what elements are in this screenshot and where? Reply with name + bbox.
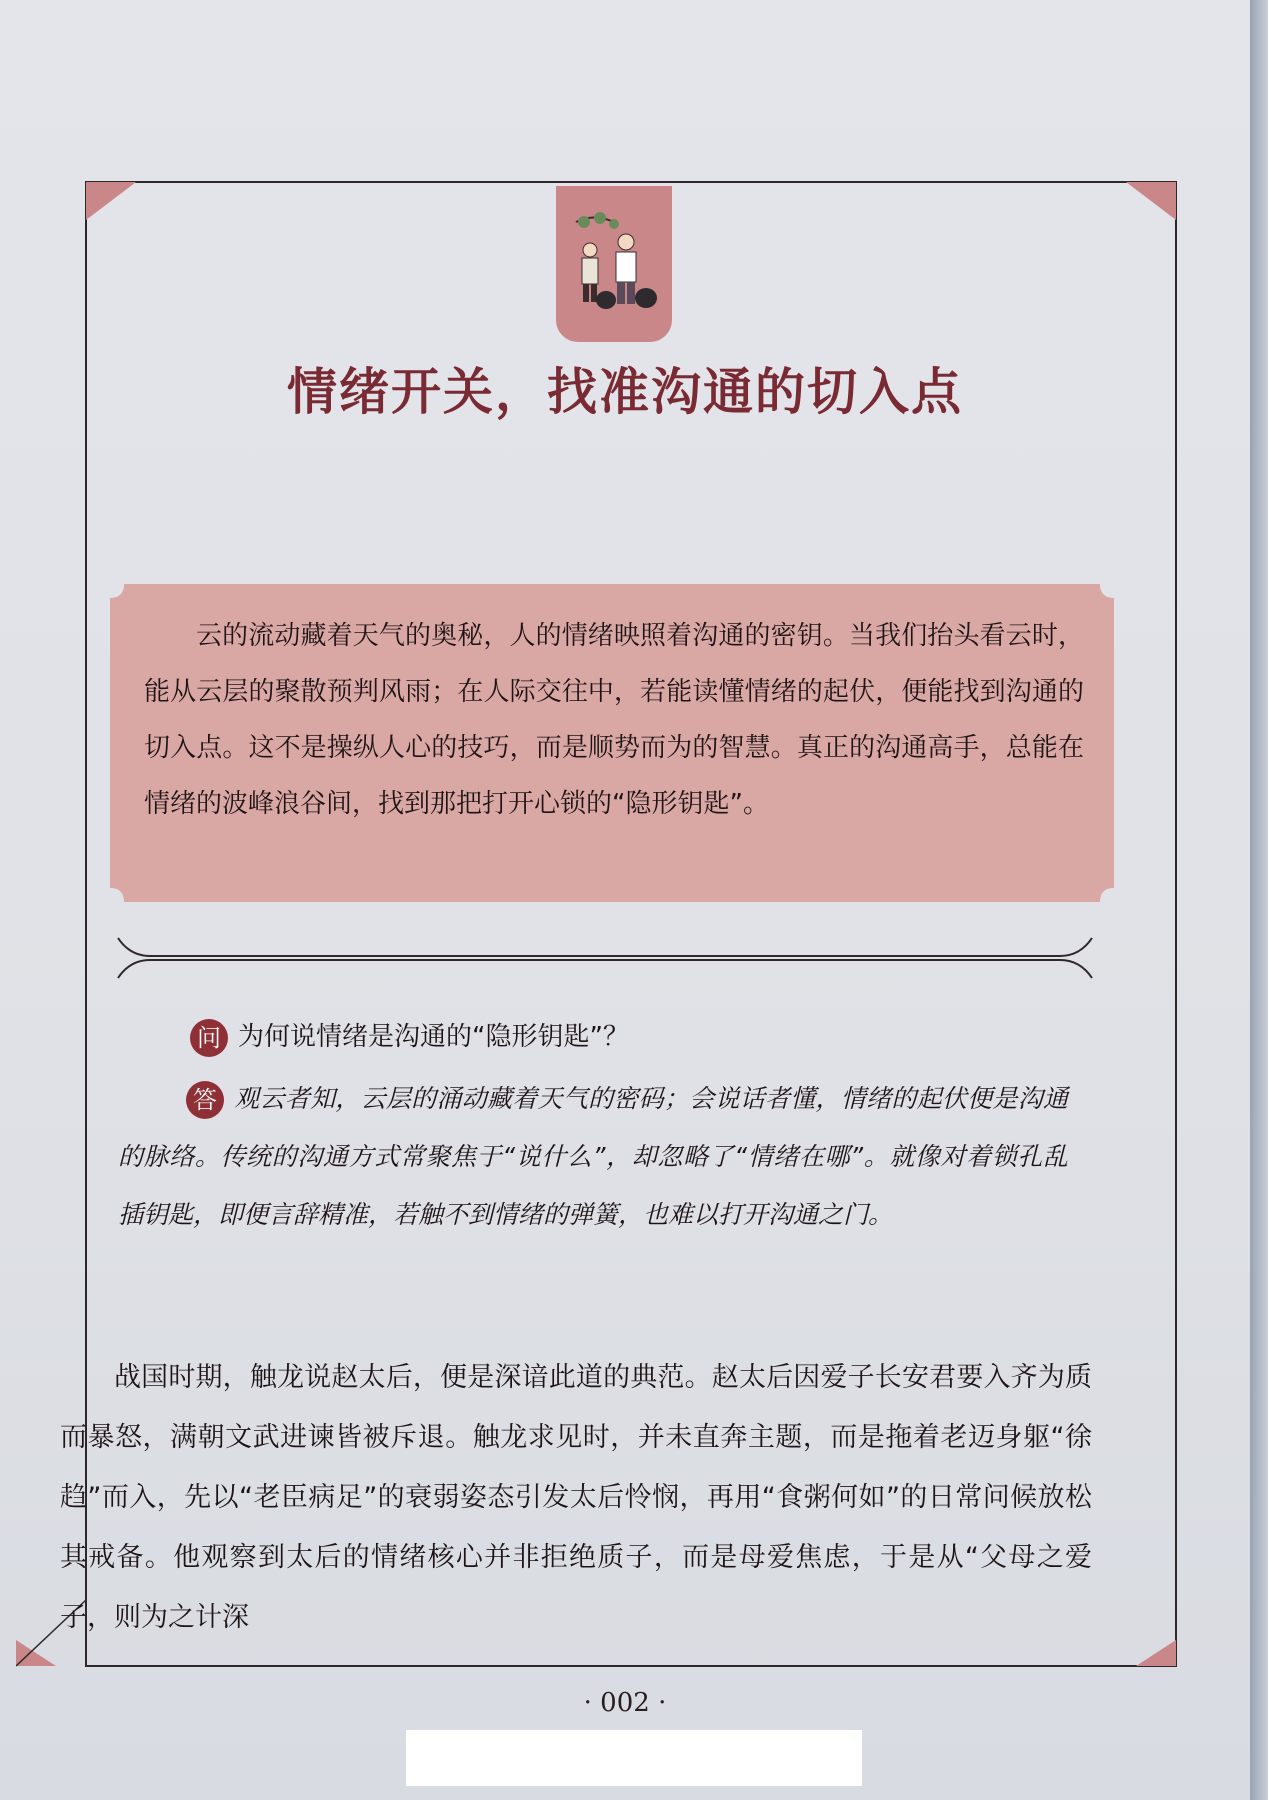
page-edge xyxy=(1250,0,1268,1800)
chapter-title: 情绪开关，找准沟通的切入点 xyxy=(287,362,963,421)
answer-badge: 答 xyxy=(186,1081,224,1119)
chapter-emblem xyxy=(556,186,672,342)
intro-paragraph: 云的流动藏着天气的奥秘，人的情绪映照着沟通的密钥。当我们抬头看云时，能从云层的聚散预判风雨；在人际交往中，若能读懂情绪的起伏，便能找到沟通的切入点。这不是操纵人心的技巧，而是顺势而为的智慧。真正的沟通高手，总能在情绪的波峰浪谷间，找到那把打开心锁的“隐形钥匙”。 xyxy=(144,621,1084,819)
intro-box xyxy=(110,584,1114,902)
body-paragraph: 战国时期，触龙说赵太后，便是深谙此道的典范。赵太后因爱子长安君要入齐为质而暴怒，满朝文武进谏皆被斥退。触龙求见时，并未直奔主题，而是拖着老迈身躯“徐趋”而入，先以“老臣病足”的衰弱姿态引发太后怜悯，再用“食粥何如”的日常问候放松其戒备。他观察到太后的情绪核心并非拒绝质子，而是母爱焦虑，于是从“父母之爱子，则为之计深 xyxy=(60,1362,1092,1633)
qa-question xyxy=(190,1017,1090,1057)
page-number: · 002 · xyxy=(583,1688,667,1718)
two-figures-illustration-icon xyxy=(566,212,662,322)
question-text: 为何说情绪是沟通的“隐形钥匙”？ xyxy=(238,1022,629,1052)
qa-answer xyxy=(118,1070,1068,1244)
section-divider xyxy=(110,926,1100,986)
question-badge: 问 xyxy=(190,1019,228,1057)
redaction-block xyxy=(406,1730,862,1786)
answer-text: 观云者知，云层的涌动藏着天气的密码；会说话者懂，情绪的起伏便是沟通的脉络。传统的沟通方式常聚焦于“说什么”，却忽略了“情绪在哪”。就像对着锁孔乱插钥匙，即便言辞精准，若触不到情绪的弹簧，也难以打开沟通之门。 xyxy=(118,1084,1068,1229)
